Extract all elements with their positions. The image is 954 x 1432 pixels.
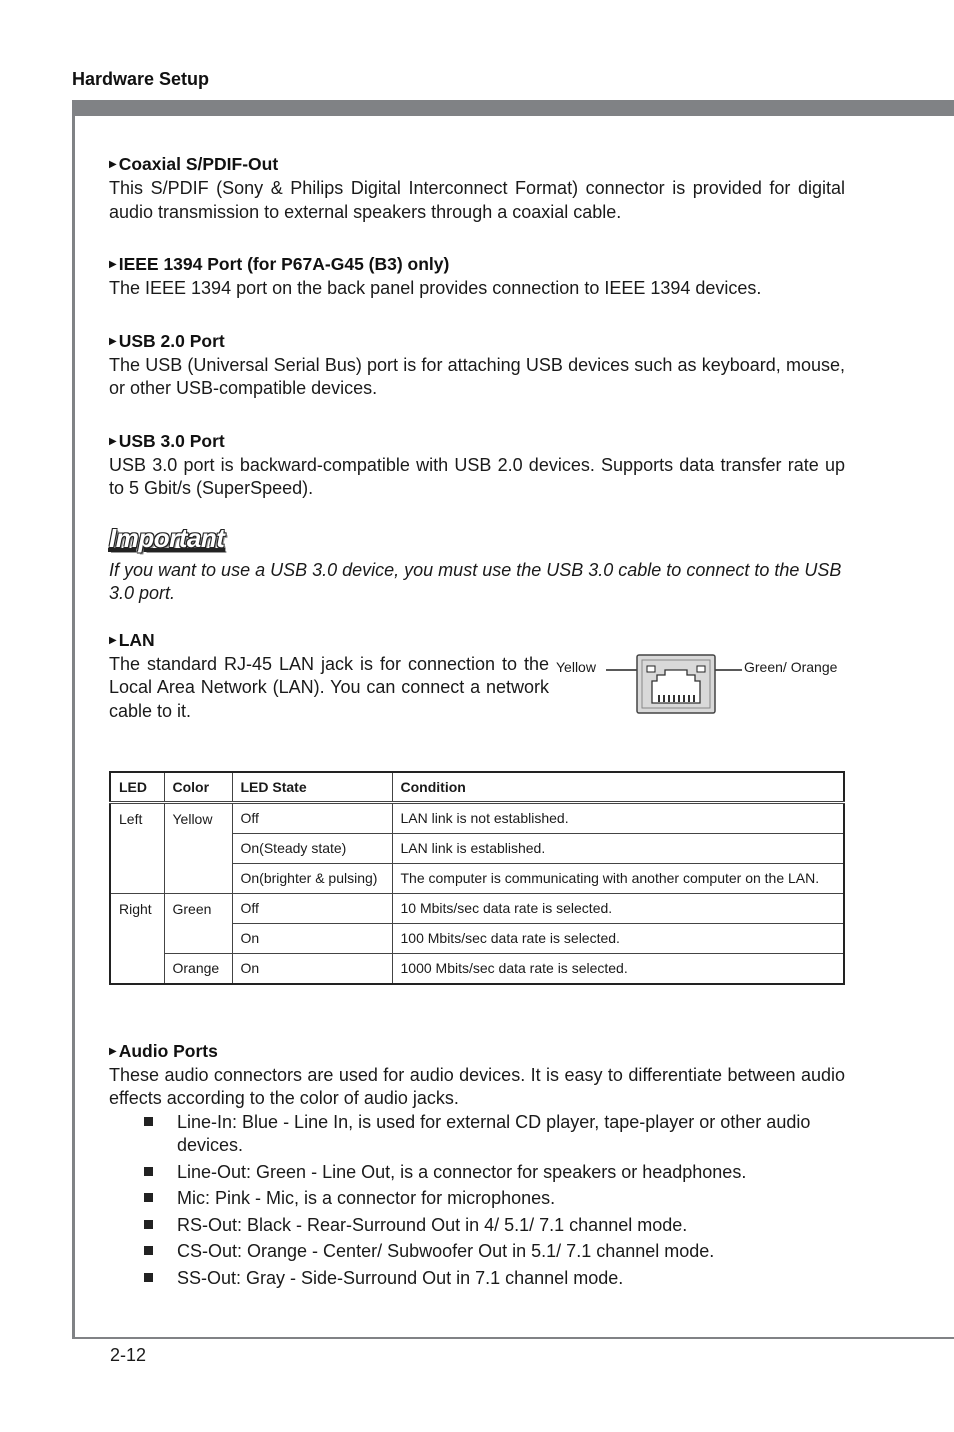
section-title-spdif [109, 152, 845, 177]
list-item-text: Line-In: Blue - Line In, is used for external CD player, tape-player or other audio devices. [177, 1111, 811, 1155]
table-cell-condition: 1000 Mbits/sec data rate is selected. [392, 953, 844, 984]
triangle-bullet-icon: ▶ [109, 259, 117, 270]
section-title-usb3 [109, 429, 845, 454]
table-row [110, 953, 844, 984]
list-item-text: CS-Out: Orange - Center/ Subwoofer Out in 5.1/ 7.1 channel mode. [177, 1241, 715, 1261]
list-item [177, 1187, 845, 1211]
square-bullet-icon [144, 1117, 153, 1126]
list-item [177, 1111, 845, 1158]
list-item-text: RS-Out: Black - Rear-Surround Out in 4/ 5.1/ 7.1 channel mode. [177, 1214, 688, 1235]
triangle-bullet-icon: ▶ [109, 435, 117, 447]
table-header-row [110, 772, 844, 803]
table-cell-color-orange: Orange [164, 953, 232, 984]
triangle-bullet-icon: ▶ [109, 1045, 117, 1057]
triangle-bullet-icon: ▶ [109, 335, 117, 347]
important-note: If you want to use a USB 3.0 device, you must use the USB 3.0 cable to connect to the USB 3.0 port. [109, 559, 842, 603]
triangle-bullet-icon: ▶ [109, 634, 117, 646]
triangle-bullet-icon: ▶ [109, 159, 117, 170]
list-item-text: Mic: Pink - Mic, is a connector for microphones. [177, 1188, 556, 1208]
rj45-jack-icon [554, 645, 854, 715]
page-header-title: Hardware Setup [72, 69, 210, 89]
table-cell-color-green: Green [164, 893, 232, 953]
list-item-text: SS-Out: Gray - Side-Surround Out in 7.1 channel mode. [177, 1267, 624, 1288]
section-body-lan: The standard RJ-45 LAN jack is for connection to the Local Area Network (LAN). You can connect a network cable to it. [109, 653, 549, 721]
lan-row [109, 653, 845, 725]
section-title-ieee1394 [109, 252, 845, 277]
section-body-audio: These audio connectors are used for audio devices. It is easy to differentiate between audio effects according to the color of audio jacks. [109, 1064, 845, 1108]
table-row [110, 893, 844, 923]
list-item [177, 1161, 845, 1185]
section-title-usb2 [109, 329, 845, 354]
table-cell-led-left: Left [110, 802, 164, 893]
section-body-spdif: This S/PDIF (Sony & Philips Digital Interconnect Format) connector is provided for digital audio transmission to external speakers through a coaxial cable. [109, 178, 845, 222]
section-title-text: USB 2.0 Port [118, 330, 225, 351]
jack-label-green-orange: Green/ Orange [744, 658, 838, 675]
square-bullet-icon [144, 1193, 153, 1202]
section-body-usb2: The USB (Universal Serial Bus) port is for attaching USB devices such as keyboard, mouse, or other USB-compatible devices. [109, 354, 845, 398]
square-bullet-icon [144, 1220, 153, 1229]
square-bullet-icon [144, 1246, 153, 1255]
section-title-text: LAN [118, 629, 155, 650]
section-body-ieee1394: The IEEE 1394 port on the back panel provides connection to IEEE 1394 devices. [109, 278, 762, 298]
square-bullet-icon [144, 1273, 153, 1282]
section-title-text: IEEE 1394 Port (for P67A-G45 (B3) only) [118, 254, 450, 274]
left-margin-rule [72, 100, 75, 1338]
section-title-text: USB 3.0 Port [118, 430, 225, 451]
table-cell-condition: LAN link is established. [392, 833, 844, 863]
jack-label-yellow: Yellow [556, 658, 596, 675]
footer-rule [72, 1337, 954, 1339]
list-item [177, 1267, 845, 1291]
list-item-text: Line-Out: Green - Line Out, is a connector for speakers or headphones. [177, 1161, 747, 1182]
table-row [110, 802, 844, 833]
table-cell-state: On [232, 923, 392, 953]
page-content [109, 152, 845, 1293]
page-number: 2-12 [110, 1345, 147, 1365]
column-header-led: LED [110, 772, 164, 803]
column-header-color: Color [164, 772, 232, 803]
section-title-audio [109, 1039, 845, 1064]
section-title-text: Audio Ports [118, 1040, 218, 1061]
table-cell-condition: 100 Mbits/sec data rate is selected. [392, 923, 844, 953]
audio-port-list [109, 1111, 845, 1291]
square-bullet-icon [144, 1167, 153, 1176]
table-cell-led-right: Right [110, 893, 164, 984]
table-cell-condition: LAN link is not established. [392, 802, 844, 833]
header-bar [72, 100, 954, 116]
section-title-text: Coaxial S/PDIF-Out [118, 154, 279, 174]
table-cell-state: On [232, 953, 392, 984]
table-cell-condition: 10 Mbits/sec data rate is selected. [392, 893, 844, 923]
rj45-jack-diagram [554, 645, 854, 715]
section-body-usb3: USB 3.0 port is backward-compatible with USB 2.0 devices. Supports data transfer rate up to 5 Gbit/s (SuperSpeed). [109, 454, 845, 498]
list-item [177, 1214, 845, 1238]
table-cell-state: Off [232, 802, 392, 833]
lan-led-table [109, 771, 845, 985]
column-header-condition: Condition [392, 772, 844, 803]
table-cell-color-yellow: Yellow [164, 802, 232, 893]
column-header-led-state: LED State [232, 772, 392, 803]
table-cell-state: Off [232, 893, 392, 923]
list-item [177, 1240, 845, 1264]
table-cell-condition: The computer is communicating with another computer on the LAN. [392, 863, 844, 893]
table-cell-state: On(Steady state) [232, 833, 392, 863]
important-heading: Important [109, 522, 225, 553]
table-cell-state: On(brighter & pulsing) [232, 863, 392, 893]
